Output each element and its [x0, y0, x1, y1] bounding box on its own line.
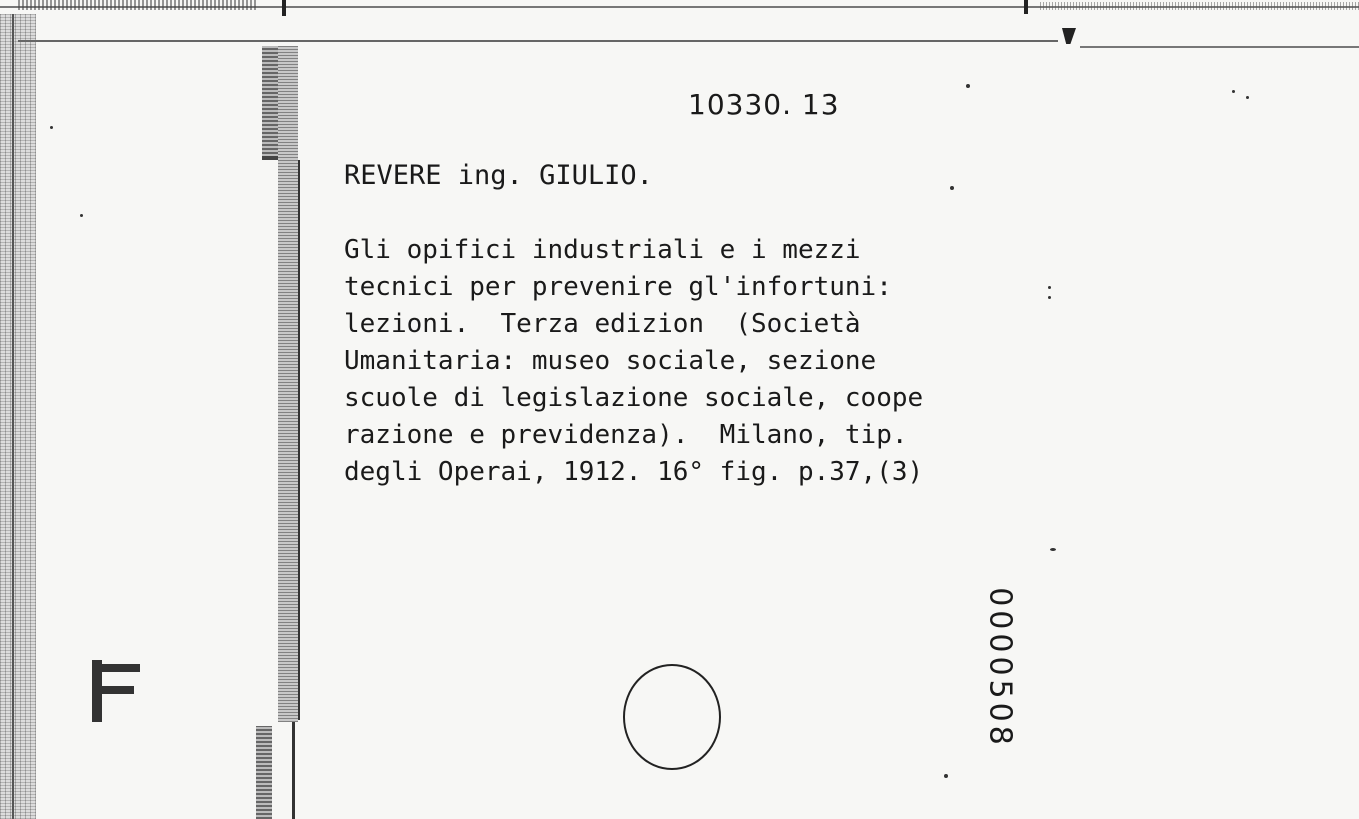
card-top-edge: [18, 40, 1058, 42]
corner-mark: [1062, 28, 1076, 44]
scan-speck: [1232, 90, 1235, 93]
scan-speck: [1050, 548, 1056, 551]
card-divider-lower: [256, 726, 272, 819]
scan-speck: [966, 84, 970, 88]
description-line: degli Operai, 1912. 16° fig. p.37,(3): [344, 457, 924, 487]
card-divider-line: [298, 160, 300, 720]
scan-speck: [1048, 296, 1051, 299]
top-right-speckle: [1040, 2, 1359, 10]
scan-speck: [944, 774, 948, 778]
scan-speck: [1246, 96, 1249, 99]
right-card-top-edge: [1080, 46, 1359, 48]
left-edge-line: [12, 0, 14, 819]
scan-speck: [50, 126, 53, 129]
author-heading: REVERE ing. GIULIO.: [344, 160, 653, 191]
scan-speck: [80, 214, 83, 217]
scan-speck: [950, 186, 954, 190]
description-line: Gli opifici industriali e i mezzi: [344, 235, 861, 265]
left-scan-edge: [0, 0, 36, 819]
description-line: razione e previdenza). Milano, tip.: [344, 420, 908, 450]
description-line: Umanitaria: museo sociale, sezione: [344, 346, 877, 376]
description-line: tecnici per prevenire gl'infortuni:: [344, 272, 892, 302]
description-line: lezioni. Terza edizion (Società: [344, 309, 861, 339]
punch-hole: [623, 664, 721, 770]
scan-speck: [1048, 286, 1051, 289]
card-divider: [278, 46, 298, 722]
left-card-mark: [92, 660, 140, 722]
top-tick-mark: [282, 0, 286, 16]
description-line: scuole di legislazione sociale, coope: [344, 383, 924, 413]
call-number: 10330. 13: [688, 88, 840, 121]
top-tick-mark: [1024, 0, 1028, 14]
top-border-speckle: [18, 0, 258, 10]
stamped-number: 0000508: [982, 587, 1018, 749]
card-divider-lower-line: [292, 722, 295, 819]
card-divider-upper: [262, 46, 278, 158]
